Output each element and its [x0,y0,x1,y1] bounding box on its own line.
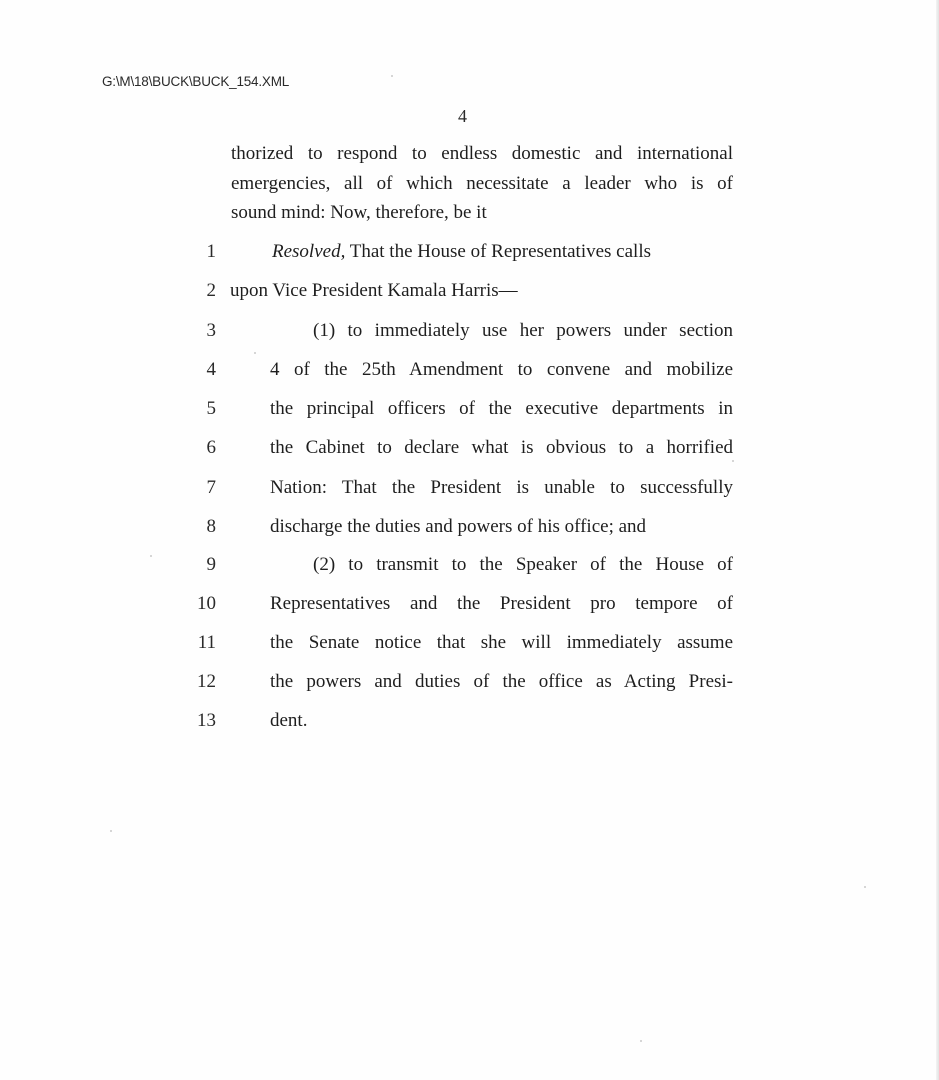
resolution-line: (1) to immediately use her powers under section [313,320,733,341]
line-number: 6 [206,437,216,458]
resolution-line: dent. [270,710,308,731]
resolved-clause-text: That the House of Representatives calls [345,241,651,262]
intro-line: thorized to respond to endless domestic and international [231,143,733,164]
scan-speck [254,352,256,354]
resolution-line: the principal officers of the executive departments in [270,398,733,419]
scan-speck [150,555,152,557]
resolution-line: the Cabinet to declare what is obvious to a horrified [270,437,733,458]
resolution-line: upon Vice President Kamala Harris— [230,280,518,301]
line-number: 13 [197,710,216,731]
line-number: 1 [206,241,216,262]
line-number: 2 [206,280,216,301]
line-number: 7 [206,477,216,498]
line-number: 3 [206,320,216,341]
line-number: 10 [197,593,216,614]
resolution-line: the powers and duties of the office as Acting Presi- [270,671,733,692]
intro-line: sound mind: Now, therefore, be it [231,202,487,223]
resolved-clause-line [272,241,733,263]
line-number: 4 [206,359,216,380]
line-number: 9 [206,554,216,575]
file-path: G:\M\18\BUCK\BUCK_154.XML [102,74,290,89]
line-number: 5 [206,398,216,419]
scan-speck [391,75,393,77]
line-number: 11 [197,632,216,653]
intro-line: emergencies, all of which necessitate a leader who is of [231,173,733,194]
resolution-line: the Senate notice that she will immediately assume [270,632,733,653]
line-number: 8 [206,516,216,537]
resolution-line: discharge the duties and powers of his office; and [270,516,647,537]
line-number: 12 [197,671,216,692]
scan-speck [864,886,866,888]
scan-speck [110,830,112,832]
resolution-line: Nation: That the President is unable to successfully [270,477,733,498]
page-number: 4 [458,106,467,126]
resolution-line: 4 of the 25th Amendment to convene and mobilize [270,359,733,380]
resolved-word: Resolved, [272,241,346,262]
scan-speck [732,460,734,462]
resolution-line: (2) to transmit to the Speaker of the House of [313,554,733,575]
resolution-line: Representatives and the President pro tempore of [270,593,733,614]
scan-speck [640,1040,642,1042]
